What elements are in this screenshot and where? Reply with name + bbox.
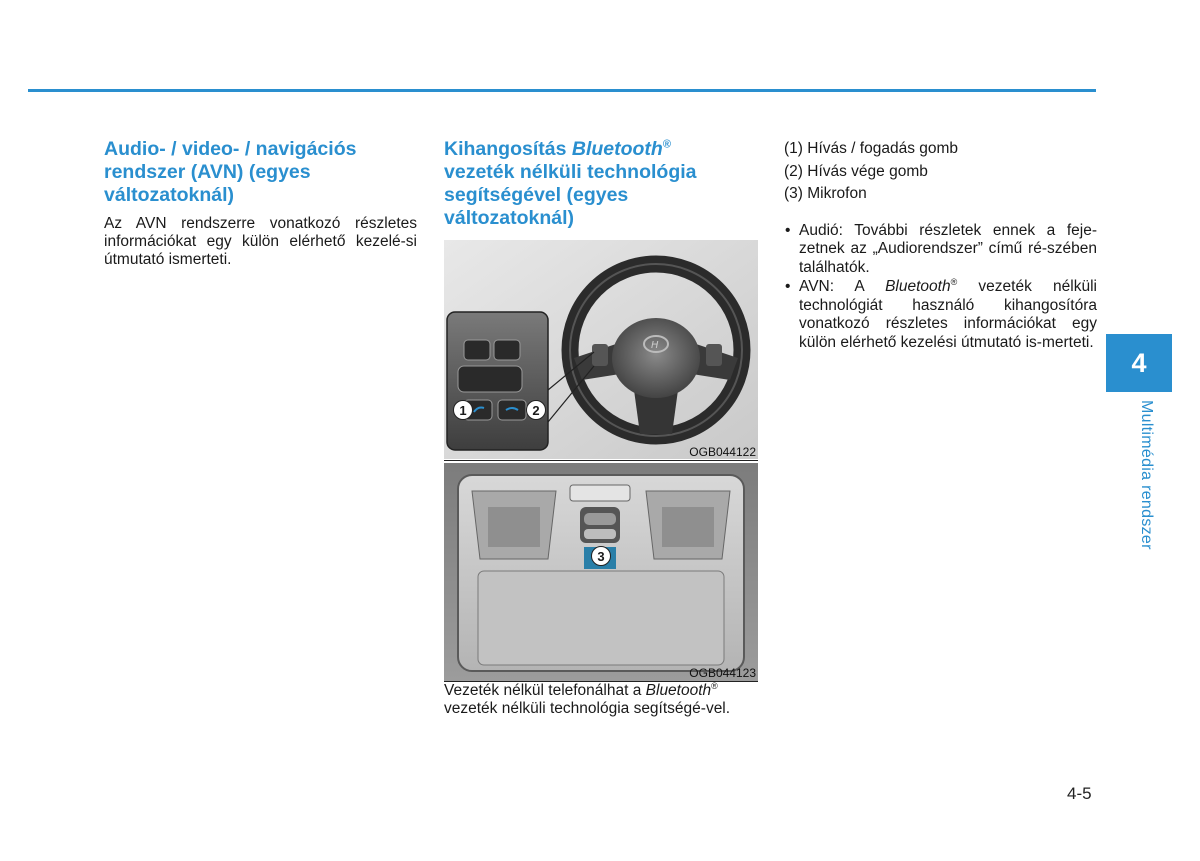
note-audio-text: Audió: További részletek ennek a feje-zetnek az „Audiorendszer” című ré-szében találhatók. [799, 221, 1097, 276]
callout-2-marker: 2 [526, 400, 546, 420]
callout-3-marker: 3 [591, 546, 611, 566]
legend-list [784, 138, 1097, 206]
section-avn-body: Az AVN rendszerre vonatkozó részletes információkat egy külön elérhető kezelé-si útmutató ismerteti. [104, 215, 417, 268]
heading-suffix: vezeték nélküli technológia segítségével (egyes változatoknál) [444, 161, 697, 229]
section-avn-heading: Audio- / video- / navigációs rendszer (AVN) (egyes változatoknál) [104, 138, 357, 206]
legend-item-call-answer: (1) Hívás / fogadás gomb [784, 140, 959, 157]
button-legend [784, 138, 1097, 353]
note-avn [784, 278, 1097, 352]
figure-caption [444, 682, 758, 718]
heading-brand: Bluetooth [571, 138, 663, 160]
chapter-number-tab: 4 [1106, 334, 1172, 392]
legend-item-microphone: (3) Mikrofon [784, 185, 867, 202]
chapter-title: Multimédia rendszer [1138, 400, 1155, 550]
caption-prefix: Vezeték nélkül telefonálhat a [444, 682, 646, 699]
heading-reg: ® [662, 138, 671, 151]
caption-reg: ® [711, 680, 718, 691]
bullet-mark: • [785, 278, 791, 295]
page-number: 4-5 [1067, 784, 1092, 803]
section-bluetooth-heading [444, 138, 758, 230]
note-avn-brand: Bluetooth [885, 278, 951, 295]
note-audio [784, 222, 1097, 278]
note-avn-prefix: AVN: A [799, 278, 886, 295]
figure1-code: OGB044122 [689, 445, 756, 459]
bullet-mark: • [785, 221, 791, 239]
overhead-console-illustration [444, 463, 758, 681]
steering-wheel-illustration [444, 240, 758, 459]
note-avn-reg: ® [950, 276, 958, 287]
svg-text:H: H [651, 340, 659, 351]
steering-wheel-figure [444, 240, 758, 461]
caption-brand: Bluetooth [645, 682, 712, 699]
legend-item-call-end: (2) Hívás vége gomb [784, 162, 928, 180]
callout-1-marker: 1 [453, 400, 473, 420]
note-avn-suffix: vezeték nélküli technológiát használó kihangosítóra vonatkozó részletes információkat egy külön elérhető kezelési útmutató is-merteti. [799, 278, 1097, 351]
overhead-console-figure [444, 463, 758, 682]
section-bluetooth [444, 138, 758, 238]
figure2-code: OGB044123 [689, 666, 756, 680]
top-rule [28, 89, 1096, 92]
caption-suffix: vezeték nélküli technológia segítségé-vel. [444, 700, 731, 717]
figure1-divider [444, 460, 758, 461]
caption-text [444, 682, 758, 718]
heading-prefix: Kihangosítás [444, 138, 572, 160]
section-avn [104, 138, 417, 269]
notes-list [784, 222, 1097, 353]
